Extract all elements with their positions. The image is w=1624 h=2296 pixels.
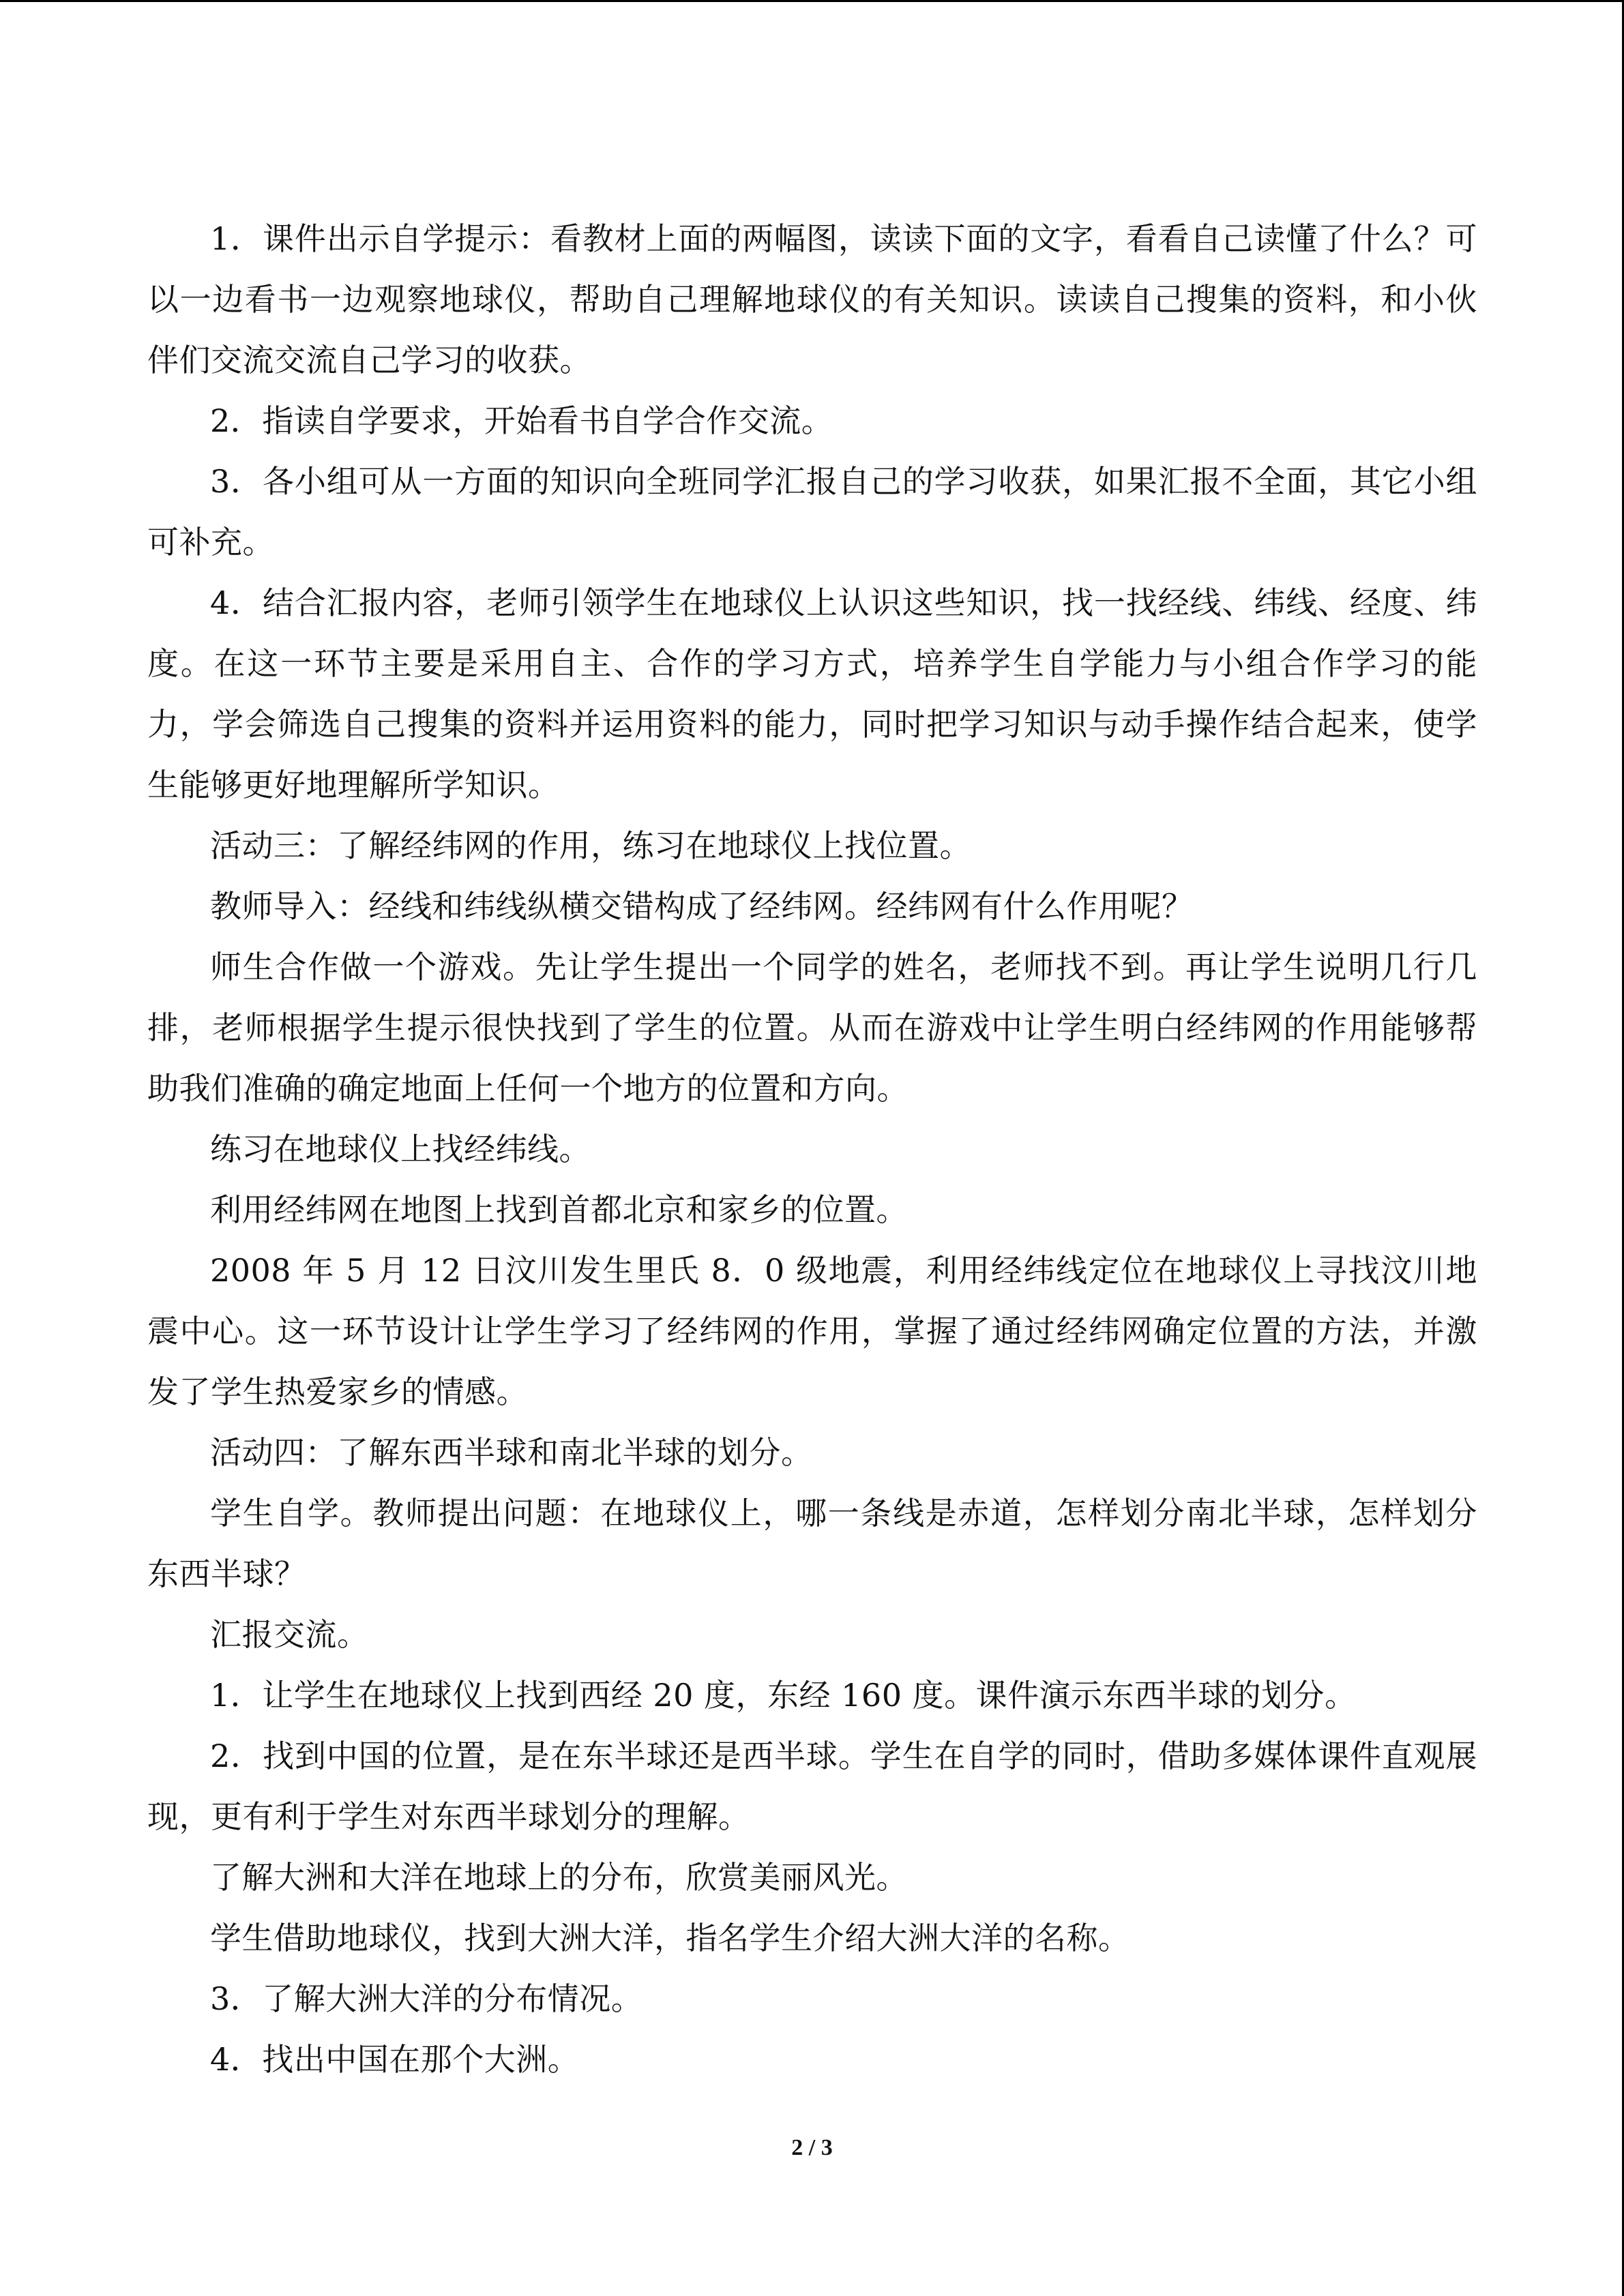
- paragraph-12: 学生自学。教师提出问题：在地球仪上，哪一条线是赤道，怎样划分南北半球，怎样划分东西半球？: [147, 1495, 1477, 1592]
- paragraph-13: 汇报交流。: [210, 1616, 369, 1653]
- paragraph-11: 活动四：了解东西半球和南北半球的划分。: [210, 1434, 813, 1471]
- paragraph-7: 师生合作做一个游戏。先让学生提出一个同学的姓名，老师找不到。再让学生说明几行几排，老师根据学生提示很快找到了学生的位置。从而在游戏中让学生明白经纬网的作用能够帮助我们准确的确定地面上任何一个地方的位置和方向。: [147, 949, 1477, 1107]
- page-number: 2 / 3: [791, 2135, 833, 2160]
- paragraph-14: 1．让学生在地球仪上找到西经 20 度，东经 160 度。课件演示东西半球的划分。: [210, 1677, 1357, 1714]
- paragraph-8: 练习在地球仪上找经纬线。: [210, 1131, 591, 1167]
- paragraph-1: 1．课件出示自学提示：看教材上面的两幅图，读读下面的文字，看看自己读懂了什么？可以一边看书一边观察地球仪，帮助自己理解地球仪的有关知识。读读自己搜集的资料，和小伙伴们交流交流自己学习的收获。: [147, 220, 1477, 378]
- paragraph-10: 2008 年 5 月 12 日汶川发生里氏 8．0 级地震，利用经纬线定位在地球仪上寻找汶川地震中心。这一环节设计让学生学习了经纬网的作用，掌握了通过经纬网确定位置的方法，并激发了学生热爱家乡的情感。: [147, 1252, 1477, 1410]
- paragraph-18: 3．了解大洲大洋的分布情况。: [210, 1980, 643, 2017]
- paragraph-17: 学生借助地球仪，找到大洲大洋，指名学生介绍大洲大洋的名称。: [210, 1920, 1130, 1956]
- paragraph-2: 2．指读自学要求，开始看书自学合作交流。: [210, 402, 833, 439]
- paragraph-6: 教师导入：经线和纬线纵横交错构成了经纬网。经纬网有什么作用呢？: [210, 888, 1194, 925]
- page-border-top: [0, 0, 1624, 2]
- paragraph-5: 活动三：了解经纬网的作用，练习在地球仪上找位置。: [210, 827, 971, 864]
- paragraph-9: 利用经纬网在地图上找到首都北京和家乡的位置。: [210, 1191, 908, 1228]
- paragraph-15: 2．找到中国的位置，是在东半球还是西半球。学生在自学的同时，借助多媒体课件直观展现，更有利于学生对东西半球划分的理解。: [147, 1738, 1477, 1835]
- document-body: [147, 209, 1477, 2090]
- paragraph-19: 4．找出中国在那个大洲。: [210, 2041, 580, 2078]
- paragraph-3: 3．各小组可从一方面的知识向全班同学汇报自己的学习收获，如果汇报不全面，其它小组可补充。: [147, 463, 1477, 561]
- paragraph-4: 4．结合汇报内容，老师引领学生在地球仪上认识这些知识，找一找经线、纬线、经度、纬度。在这一环节主要是采用自主、合作的学习方式，培养学生自学能力与小组合作学习的能力，学会筛选自己搜集的资料并运用资料的能力，同时把学习知识与动手操作结合起来，使学生能够更好地理解所学知识。: [147, 584, 1477, 803]
- paragraph-16: 了解大洲和大洋在地球上的分布，欣赏美丽风光。: [210, 1859, 908, 1896]
